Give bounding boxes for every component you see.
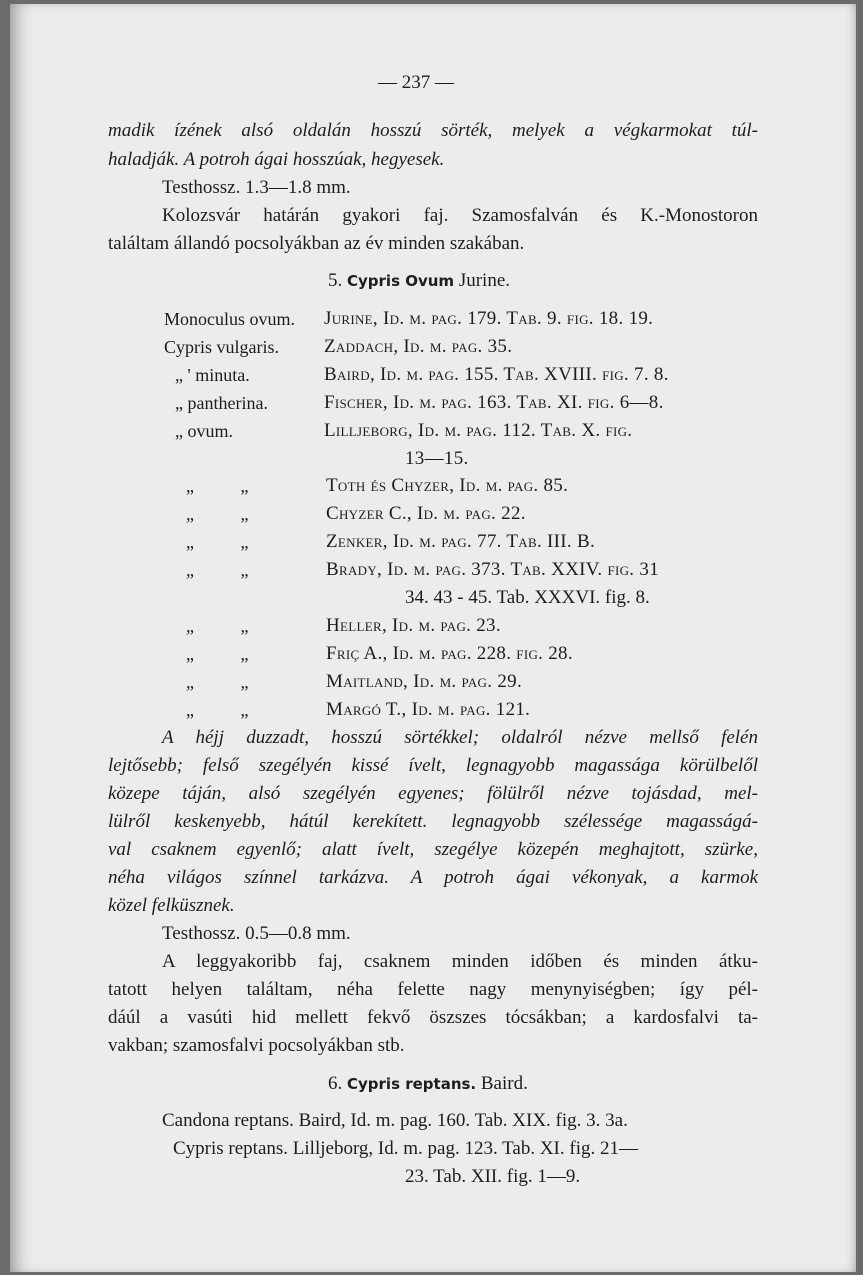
synonym-ref: Maitland, Id. m. pag. 29. [326,671,522,692]
species-name: Cypris Ovum [347,272,455,290]
synonym-line: 23. Tab. XII. fig. 1—9. [405,1166,581,1187]
description-line: néha világos színnel tarkázva. A potroh ágai vékonyak, a karmok [108,867,758,888]
description-line: val csaknem egyenlő; alatt ívelt, szegélye közepén meghajtott, szürke, [108,839,758,860]
synonym-ditto: „ „ [186,644,249,664]
synonym-ref: Lilljeborg, Id. m. pag. 112. Tab. X. fig. [324,420,633,441]
synonym-line: Cypris reptans. Lilljeborg, Id. m. pag. 123. Tab. XI. fig. 21— [173,1138,638,1159]
species-number: 6. [328,1073,343,1094]
page-number: — 237 — [378,72,454,93]
body-line: dáúl a vasúti hid mellett fekvő öszszes tócsákban; a kardosfalvi ta- [108,1007,758,1028]
synonym-ref: Friç A., Id. m. pag. 228. fig. 28. [326,643,573,664]
synonym-ref: Margó T., Id. m. pag. 121. [326,699,531,720]
synonym-ref: Heller, Id. m. pag. 23. [326,615,501,636]
body-size: Testhossz. 1.3—1.8 mm. [162,177,351,198]
synonym-name: „ ovum. [175,421,233,441]
synonym-ditto: „ „ [186,616,249,636]
synonym-ref: Zenker, Id. m. pag. 77. Tab. III. B. [326,531,596,552]
species-number: 5. [328,270,343,291]
synonym-ref: Toth és Chyzer, Id. m. pag. 85. [326,475,569,496]
description-line: lülről keskenyebb, hátúl kerekített. legnagyobb szélessége magasságá- [108,811,758,832]
synonym-name: Monoculus ovum. [164,309,296,329]
species-name: Cypris reptans. [347,1075,477,1093]
synonym-ditto: „ „ [186,532,249,552]
synonym-ref: Jurine, Id. m. pag. 179. Tab. 9. fig. 18. 19. [324,308,654,329]
species-author: Baird. [480,1073,528,1094]
synonym-ref: 13—15. [405,448,469,469]
synonym-ditto: „ „ [186,560,249,580]
description-line: A héjj duzzadt, hosszú sörtékkel; oldalról nézve mellső felén [162,727,758,748]
synonym-ditto: „ „ [186,476,249,496]
synonym-name: „ pantherina. [175,393,268,413]
species-heading [328,1073,528,1095]
synonym-name: „ ' minuta. [175,365,250,385]
species-heading [328,270,510,292]
body-line: vakban; szamosfalvi pocsolyákban stb. [108,1035,405,1056]
synonym-ref: Baird, Id. m. pag. 155. Tab. XVIII. fig. 7. 8. [324,364,669,385]
synonym-ref: Brady, Id. m. pag. 373. Tab. XXIV. fig. 31 [326,559,660,580]
body-line: A leggyakoribb faj, csaknem minden időben és minden átku- [162,951,758,972]
synonym-ditto: „ „ [186,700,249,720]
synonym-line: Candona reptans. Baird, Id. m. pag. 160. Tab. XIX. fig. 3. 3a. [162,1110,628,1131]
synonym-ref: Zaddach, Id. m. pag. 35. [324,336,513,357]
synonym-ref: Chyzer C., Id. m. pag. 22. [326,503,526,524]
body-size: Testhossz. 0.5—0.8 mm. [162,923,351,944]
synonym-ditto: „ „ [186,672,249,692]
synonym-name: Cypris vulgaris. [164,337,279,357]
body-line: haladják. A potroh ágai hosszúak, hegyesek. [108,149,445,170]
body-line: találtam állandó pocsolyákban az év minden szakában. [108,233,525,254]
synonym-ref: 34. 43 - 45. Tab. XXXVI. fig. 8. [405,587,650,608]
body-line: Kolozsvár határán gyakori faj. Szamosfalván és K.-Monostoron [162,205,758,226]
description-line: lejtősebb; felső szegélyén kissé ívelt, legnagyobb magassága körülbelől [108,755,758,776]
description-line: közel felküsznek. [108,895,235,916]
description-line: közepe táján, alsó szegélyén egyenes; fölülről nézve tojásdad, mel- [108,783,758,804]
body-line: madik ízének alsó oldalán hosszú sörték, melyek a végkarmokat túl- [108,120,758,141]
species-author: Jurine. [458,270,510,291]
synonym-ditto: „ „ [186,504,249,524]
synonym-ref: Fischer, Id. m. pag. 163. Tab. XI. fig. 6—8. [324,392,664,413]
body-line: tatott helyen találtam, néha felette nagy menynyiségben; így pél- [108,979,758,1000]
document-page [10,4,856,1272]
